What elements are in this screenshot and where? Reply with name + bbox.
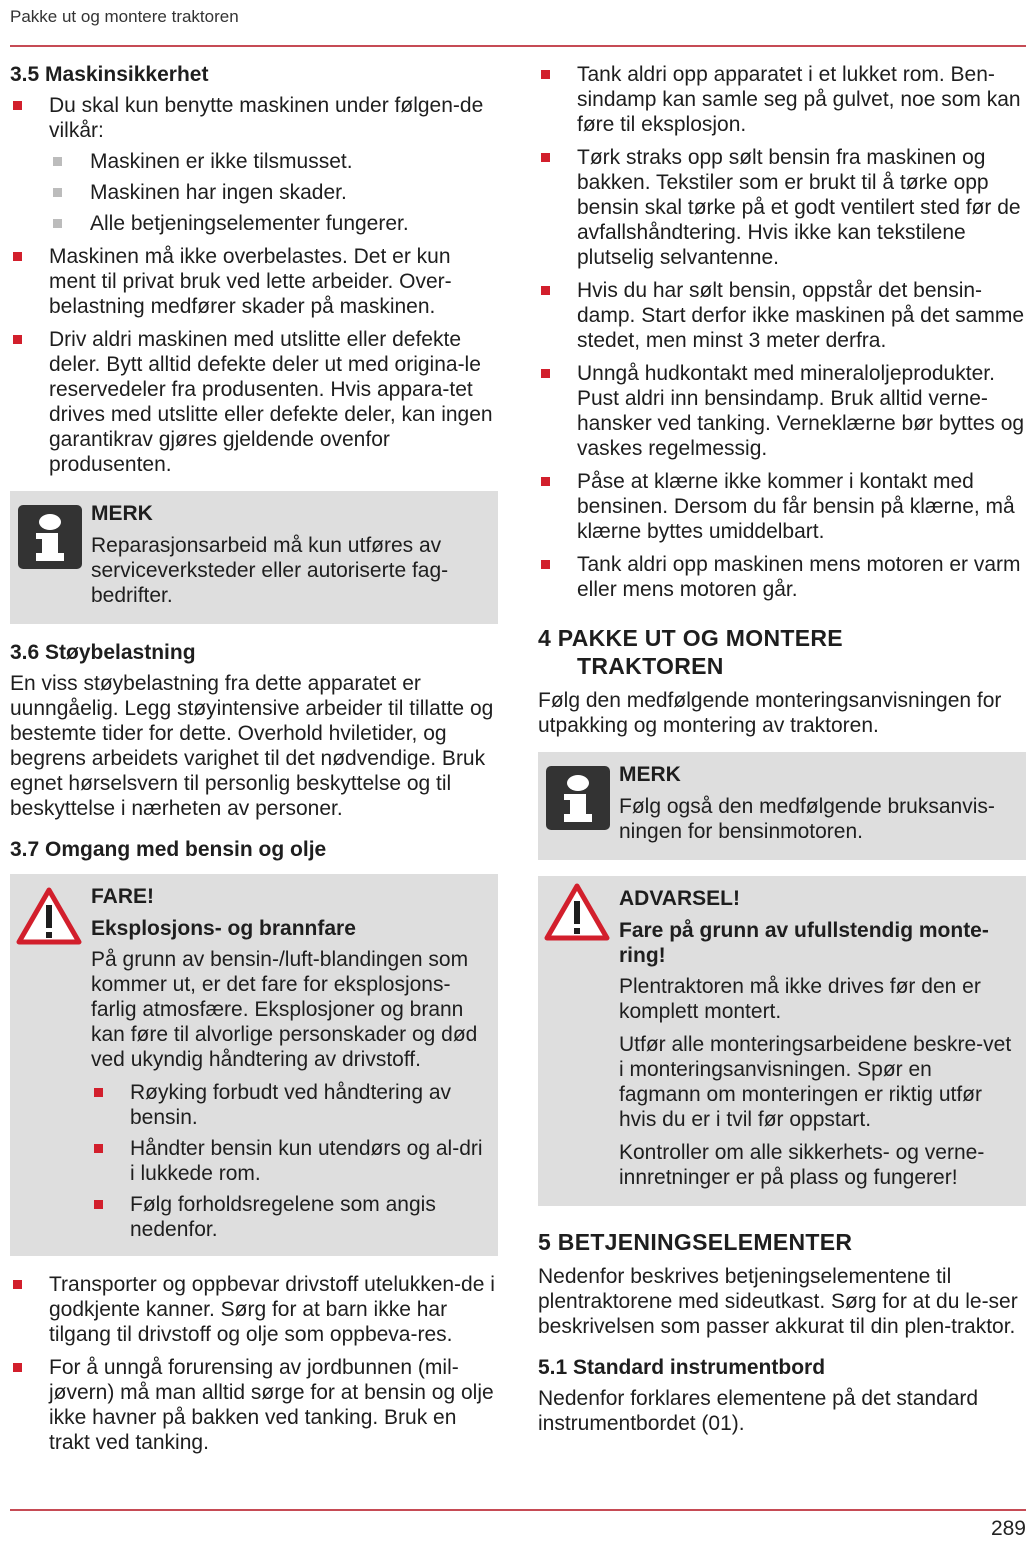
warning-box-assembly (538, 876, 1026, 1206)
section-3-5-list (10, 93, 498, 477)
list-item: Hvis du har sølt bensin, oppstår det bensin-damp. Start derfor ikke maskinen på det samme stedet, men minst 3 meter derfra. (538, 278, 1026, 353)
list-item: Transporter og oppbevar drivstoff utelukken-de i godkjente kanner. Sørg for at barn ikke har tilgang til drivstoff og olje som oppbeva-res. (10, 1272, 498, 1347)
note-box-engine-manual (538, 752, 1026, 860)
chapter-4-heading-line1: 4 PAKKE UT OG MONTERE (538, 625, 843, 651)
page-number: 289 (990, 1517, 1026, 1540)
sub-list-item: Alle betjeningselementer fungerer. (49, 211, 498, 236)
conditions-sublist (49, 149, 498, 236)
list-item: For å unngå forurensing av jordbunnen (mil-jøvern) må man alltid sørge for at bensin og olje ikke havner på bakken ved tanking. Bruk en trakt ved tanking. (10, 1355, 498, 1455)
right-column (538, 62, 1026, 1446)
note-text: Følg også den medfølgende bruksanvis-ningen for bensinmotoren. (619, 795, 995, 843)
section-3-7-list (10, 1272, 498, 1455)
section-3-7-heading: 3.7 Omgang med bensin og olje (10, 838, 327, 861)
sub-list-item: Maskinen er ikke tilsmusset. (49, 149, 498, 174)
list-item: Unngå hudkontakt med mineraloljeprodukter. Pust aldri inn bensindamp. Bruk alltid verne-hansker ved tanking. Verneklærne bør byttes og vaskes regelmessig. (538, 361, 1026, 461)
list-item: Tank aldri opp maskinen mens motoren er varm eller mens motoren går. (538, 552, 1026, 602)
chapter-4-heading-line2: TRAKTOREN (577, 653, 724, 679)
warning-text: Kontroller om alle sikkerhets- og verne-innretninger er på plass og fungerer! (619, 1141, 985, 1189)
chapter-5-text: Nedenfor beskrives betjeningselementene til plentraktorene med sideutkast. Sørg for at du le-ser beskrivelsen som passer akkurat til din plen-traktor. (538, 1265, 1018, 1338)
chapter-5-heading: 5 BETJENINGSELEMENTER (538, 1229, 853, 1255)
list-item: Påse at klærne ikke kommer i kontakt med bensinen. Dersom du får bensin på klærne, må klærne byttes umiddelbart. (538, 469, 1026, 544)
running-header: Pakke ut og montere traktoren (10, 7, 239, 26)
section-3-6-text: En viss støybelastning fra dette apparatet er uunngåelig. Legg støyintensive arbeider til tillatte og bestemte tider for dette. Overhold hviletider, og begrens arbeidets varighet til det nødvendige. Bruk egnet hørselsvern til personlig beskyttelse og til beskyttelse i nærheten av personer. (10, 672, 494, 820)
warning-triangle-icon (16, 886, 82, 952)
danger-box-explosion (10, 874, 498, 1256)
section-5-1-text: Nedenfor forklares elementene på det standard instrumentbordet (01). (538, 1387, 979, 1435)
chapter-4-heading (538, 624, 1026, 680)
warning-title: ADVARSEL! (619, 887, 740, 910)
section-3-5-heading: 3.5 Maskinsikkerhet (10, 63, 209, 86)
danger-subtitle: Eksplosjons- og brannfare (91, 917, 356, 940)
note-box-repair (10, 491, 498, 624)
chapter-4-text: Følg den medfølgende monteringsanvisningen for utpakking og montering av traktoren. (538, 689, 1002, 737)
warning-triangle-icon (544, 882, 610, 948)
header-rule (10, 45, 1026, 47)
warning-text: Plentraktoren må ikke drives før den er komplett montert. (619, 975, 981, 1023)
info-icon (18, 505, 82, 569)
danger-title: FARE! (91, 885, 154, 908)
note-title: MERK (91, 502, 153, 525)
list-item: Driv aldri maskinen med utslitte eller defekte deler. Bytt alltid defekte deler ut med origina-le reservedeler fra produsenten. Hvis appara-tet drives med utslitte eller defekte deler, kan ingen garantikrav gjøres gjeldende ovenfor produsenten. (10, 327, 498, 477)
list-item: Tank aldri opp apparatet i et lukket rom. Ben-sindamp kan samle seg på gulvet, noe som kan føre til eksplosjon. (538, 62, 1026, 137)
list-item: Tørk straks opp sølt bensin fra maskinen og bakken. Tekstiler som er brukt til å tørke opp bensin skal tørke på et godt ventilert sted før de avfallshåndtering. Hvis ikke kan tekstilene plutselig selvantenne. (538, 145, 1026, 270)
section-5-1-heading: 5.1 Standard instrumentbord (538, 1356, 826, 1379)
fuel-safety-list (538, 62, 1026, 602)
info-icon (546, 766, 610, 830)
danger-list-item: Røyking forbudt ved håndtering av bensin. (91, 1080, 488, 1130)
section-3-6-heading: 3.6 Støybelastning (10, 641, 196, 664)
warning-text: Utfør alle monteringsarbeidene beskre-vet i monteringsanvisningen. Spør en fagmann om monteringen er riktig utfør hvis du er i tvil før oppstart. (619, 1033, 1012, 1131)
list-item (10, 93, 498, 236)
list-item: Maskinen må ikke overbelastes. Det er kun ment til privat bruk ved lette arbeider. Over-belastning medfører skader på maskinen. (10, 244, 498, 319)
note-text: Reparasjonsarbeid må kun utføres av serviceverksteder eller autoriserte fag-bedrifter. (91, 534, 449, 607)
left-column (10, 62, 498, 1463)
note-title: MERK (619, 763, 681, 786)
danger-list (91, 1080, 488, 1242)
footer-rule (10, 1509, 1026, 1511)
danger-list-item: Håndter bensin kun utendørs og al-dri i lukkede rom. (91, 1136, 488, 1186)
warning-subtitle: Fare på grunn av ufullstendig monte-ring! (619, 919, 989, 967)
sub-list-item: Maskinen har ingen skader. (49, 180, 498, 205)
danger-list-item: Følg forholdsregelene som angis nedenfor. (91, 1192, 488, 1242)
list-item-text: Du skal kun benytte maskinen under følgen-de vilkår: (49, 94, 484, 142)
danger-text: På grunn av bensin-/luft-blandingen som kommer ut, er det fare for eksplosjons-farlig atmosfære. Eksplosjoner og brann kan føre til alvorlige personskader og død ved ukyndig håndtering av drivstoff. (91, 948, 478, 1071)
